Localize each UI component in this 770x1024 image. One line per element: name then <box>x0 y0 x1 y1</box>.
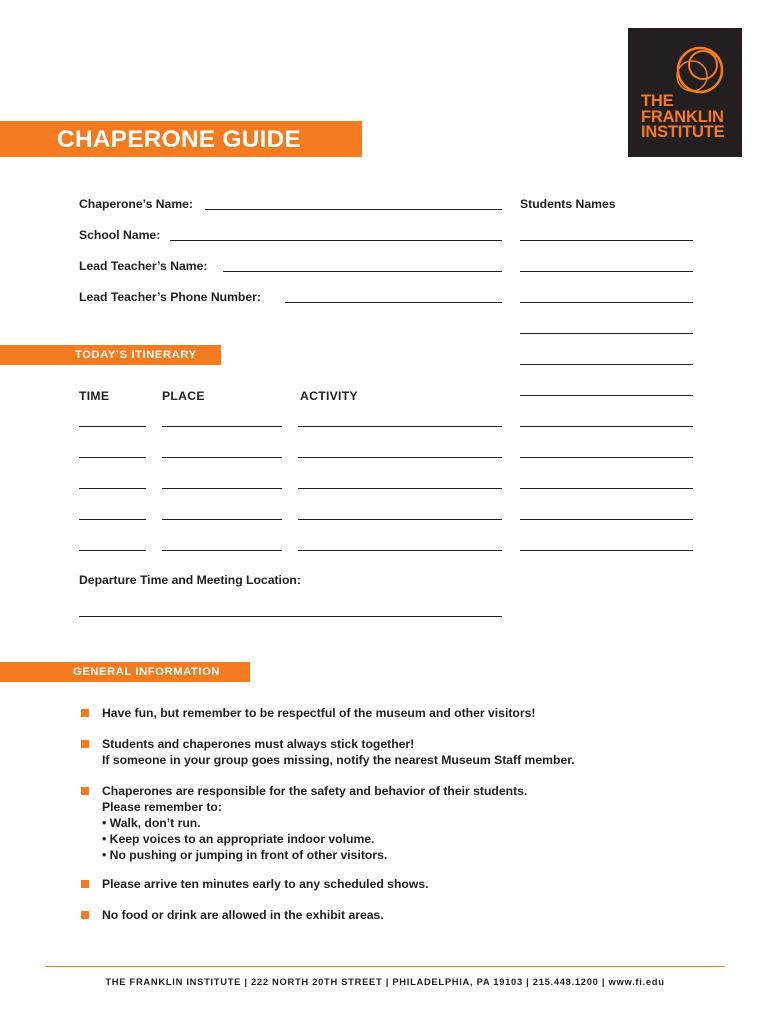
itinerary-activity-field[interactable] <box>298 519 502 520</box>
lead-teacher-name-field[interactable] <box>223 271 502 272</box>
footer-divider <box>45 966 725 967</box>
student-name-field[interactable] <box>520 333 693 334</box>
itinerary-place-field[interactable] <box>162 457 282 458</box>
info-item <box>102 783 527 863</box>
itinerary-activity-field[interactable] <box>298 488 502 489</box>
itinerary-activity-field[interactable] <box>298 457 502 458</box>
chaperone-name-label: Chaperone’s Name: <box>79 197 194 211</box>
student-name-field[interactable] <box>520 302 693 303</box>
info-item <box>102 705 535 721</box>
students-names-label: Students Names <box>520 197 616 211</box>
logo-line-2: FRANKLIN <box>641 107 724 126</box>
info-line: No food or drink are allowed in the exhibit areas. <box>102 908 384 922</box>
itinerary-time-field[interactable] <box>79 457 146 458</box>
student-name-field[interactable] <box>520 519 693 520</box>
student-name-field[interactable] <box>520 395 693 396</box>
bullet-square-icon <box>81 787 89 795</box>
time-column-header: TIME <box>79 389 110 403</box>
place-column-header: PLACE <box>162 389 205 403</box>
lead-teacher-phone-label: Lead Teacher’s Phone Number: <box>79 290 261 304</box>
itinerary-activity-field[interactable] <box>298 426 502 427</box>
info-item <box>102 736 575 768</box>
logo-line-3: INSTITUTE <box>641 123 725 141</box>
itinerary-place-field[interactable] <box>162 488 282 489</box>
info-subitem: • Walk, don’t run. <box>102 816 201 830</box>
info-line: Please arrive ten minutes early to any scheduled shows. <box>102 877 429 891</box>
logo-wordmark <box>641 94 724 141</box>
info-item <box>102 876 429 892</box>
lead-teacher-name-label: Lead Teacher’s Name: <box>79 259 208 273</box>
itinerary-place-field[interactable] <box>162 426 282 427</box>
student-name-field[interactable] <box>520 364 693 365</box>
activity-column-header: ACTIVITY <box>300 389 358 403</box>
info-line: Please remember to: <box>102 800 222 814</box>
footer-contact: THE FRANKLIN INSTITUTE | 222 NORTH 20TH STREET | PHILADELPHIA, PA 19103 | 215.448.1200 | www.fi.edu <box>105 976 665 987</box>
info-line: Have fun, but remember to be respectful of the museum and other visitors! <box>102 706 536 720</box>
student-name-field[interactable] <box>520 240 693 241</box>
departure-field[interactable] <box>79 616 502 617</box>
student-name-field[interactable] <box>520 271 693 272</box>
chaperone-name-field[interactable] <box>205 209 502 210</box>
student-name-field[interactable] <box>520 457 693 458</box>
logo-line-1: THE <box>641 92 674 110</box>
info-line: Students and chaperones must always stick together! <box>102 737 415 751</box>
itinerary-time-field[interactable] <box>79 519 146 520</box>
departure-label: Departure Time and Meeting Location: <box>79 573 301 587</box>
itinerary-time-field[interactable] <box>79 550 146 551</box>
itinerary-time-field[interactable] <box>79 488 146 489</box>
itinerary-place-field[interactable] <box>162 519 282 520</box>
bullet-square-icon <box>81 740 89 748</box>
itinerary-place-field[interactable] <box>162 550 282 551</box>
info-subitem: • No pushing or jumping in front of other visitors. <box>102 848 388 862</box>
bullet-square-icon <box>81 911 89 919</box>
itinerary-heading: TODAY’S ITINERARY <box>75 349 197 361</box>
page-title: CHAPERONE GUIDE <box>57 126 301 153</box>
school-name-field[interactable] <box>170 240 502 241</box>
franklin-institute-logo <box>628 28 742 157</box>
school-name-label: School Name: <box>79 228 161 242</box>
bullet-square-icon <box>81 880 89 888</box>
info-subitem: • Keep voices to an appropriate indoor volume. <box>102 832 375 846</box>
info-line: If someone in your group goes missing, notify the nearest Museum Staff member. <box>102 753 575 767</box>
student-name-field[interactable] <box>520 488 693 489</box>
itinerary-time-field[interactable] <box>79 426 146 427</box>
student-name-field[interactable] <box>520 550 693 551</box>
itinerary-activity-field[interactable] <box>298 550 502 551</box>
info-item <box>102 907 384 923</box>
info-line: Chaperones are responsible for the safety and behavior of their students. <box>102 784 528 798</box>
bullet-square-icon <box>81 709 89 717</box>
general-info-heading: GENERAL INFORMATION <box>73 666 221 678</box>
student-name-field[interactable] <box>520 426 693 427</box>
lead-teacher-phone-field[interactable] <box>285 302 502 303</box>
